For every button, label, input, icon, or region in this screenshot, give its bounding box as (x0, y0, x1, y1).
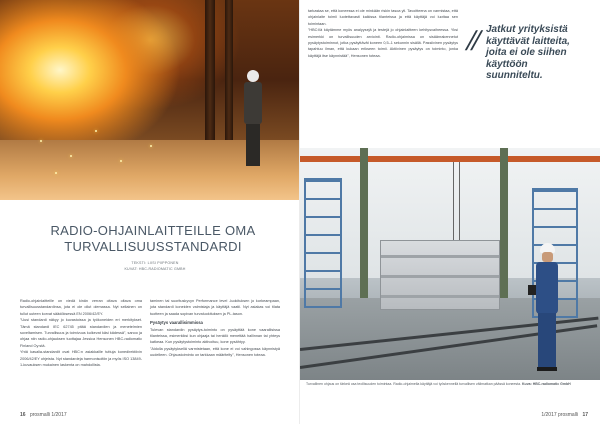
hall-pillar (500, 148, 508, 308)
furnace-band (381, 275, 499, 278)
furnace (380, 240, 500, 310)
article-credits (60, 261, 250, 272)
crane-rope (453, 162, 454, 242)
operator-face (542, 252, 553, 262)
spark (150, 145, 152, 147)
subheading: Pysäytys vaarallisimmissa (150, 320, 203, 326)
worker-body (244, 82, 262, 124)
paragraph: Tulevan standardin pysäytys-toiminto on pysäyttää kone vaarallisissa tilanteissa, esimerkiksi kun ohjaaja tai henkilö menettää hallinnan tai yhteys katkeaa. Kun pysäytystoiminto aktivoituu, kone pysähtyy. (150, 327, 280, 345)
spark (120, 160, 122, 162)
paragraph: Radio-ohjainlaitteille on viedä kinän verran oltava oltava oma turvallisuusstandardinsa, jota ei ole ollut olemassa. Nyt sellainen on tullut uuteen korvat säädöksessä EN 2006/42/EY. (20, 299, 142, 316)
footer-left (20, 412, 67, 418)
paragraph: taminen tai suorituskyvyn Performance level -luokituksen jo korkeampaan, jota standardi koneiden valmistaja ja käyttäjä vaatii. Nyt asiakas voi tilata tuotteen ja saada sopivan turvaluokituksen ja PL-tason. (150, 299, 280, 316)
caption-credit: Kuva: HBC-radiomatic GmbH (522, 382, 571, 386)
article-headline: RADIO-OHJAINLAITTEILLE OMA TURVALLISUUSSTANDARDI (50, 222, 256, 254)
issue-number: 1/2017 (541, 412, 557, 418)
paragraph: "Uusi standardi näkyy jo kuvastoissa ja työkoneiden eri merkitykset. Tämä standardi IEC 62745 pitää standardien ja menetelmien soveltamisen. Turvallisuus ja toimivuus kulkevat käsi kädessä", sanoo ja ohjaa niin radio-ohjauksen tuottajaa Jessica Hensonen HBC-radiomatic Finland Oy:stä. (20, 318, 142, 348)
body-column-right (308, 8, 458, 59)
page-number: 16 (20, 412, 26, 418)
radio-remote-icon (528, 285, 536, 295)
body-column-1 (20, 298, 142, 368)
credits-photo: KUVAT: HBC-RADIOMATIC GMBH (124, 266, 186, 271)
operator-body (536, 262, 558, 314)
factory-hall-photo (300, 148, 600, 380)
credits-text: TEKSTI: LIISI PIIPPONEN (131, 261, 179, 265)
pull-quote: Jatkut yrityksistä käyttävät laitteita, joita ei ole siihen käyttöön suunniteltu. (486, 24, 570, 81)
body-column-2 (150, 298, 280, 359)
foundry-photo (0, 0, 300, 200)
foundry-pillar (205, 0, 215, 150)
operator-legs (538, 313, 556, 369)
issue-number: 1/2017 (51, 412, 67, 418)
hall-pillar (360, 148, 368, 308)
spark (95, 130, 97, 132)
quote-mark-icon: // (463, 24, 482, 57)
footer-right (541, 412, 588, 418)
worker-figure (240, 70, 266, 170)
spark (55, 172, 57, 174)
spark (40, 140, 42, 142)
worker-helmet (247, 70, 259, 82)
spark (70, 155, 72, 157)
furnace-band (381, 255, 499, 258)
caption-text: Turvallinen ohjaus on tärkeä osa teollisuuden toimintaa. Radio-ohjaimella käyttäjä voi työskennellä turvallisen välimatkan päässä koneesta. (306, 382, 522, 386)
right-page (300, 0, 600, 424)
page-number: 17 (582, 412, 588, 418)
magazine-name: prosmalli (558, 412, 579, 418)
blue-scaffold (304, 178, 342, 308)
paragraph: Yhtä kasalia-standardit ovat HBC:n asiakkaille tuttuja konedirektiivin 2006/42/EY ohjeista. Nyt standardeja harmonisoitiin ja myös ISO 13849-1-kuvauksen mukainen laskenta on mahdollista. (20, 350, 142, 368)
foundry-pillar (225, 0, 233, 150)
crane-beam (300, 156, 600, 162)
operator-shoes (537, 367, 557, 371)
worker-legs (246, 124, 260, 166)
paragraph: "Aidolla pysäytyksellä varmistetaan, että kone ei voi vahingossa käynnistyä uudelleen. Ohjaustoiminto on tarkkaan määritelty", Hensonen toteaa. (150, 346, 280, 358)
crane-rope (459, 162, 460, 242)
magazine-name: prosmalli (29, 412, 50, 418)
paragraph: tarkastaa se, että koneessa ei ole minkään riskin tasoa yli. Tavoitteena on varmistaa, että ohjainlaite toimii luotettavasti kaikissa tilanteissa ja että käyttäjä voi luottaa sen toimintaan. (308, 9, 458, 26)
paragraph: "HBC:llä käytämme myös analyysejä ja testejä jo ohjainlaitteen kehitysvaiheessa. Yksi esimerkki on turvallisuuden arviointi. Radio-ohjaimissa on sisäänrakennetut pysäytystoiminnot, jotka pysäyttävät koneen 0,5–1 sekunnin sisällä. Passiivinen pysäytys tapahtuu ilman, että kukaan erikseen toimii. Aktiivinen pysäytys on toiminto, jonka käyttäjä itse käynnistää", Hensonen toteaa. (308, 28, 458, 58)
photo-caption (306, 382, 592, 387)
operator-figure (532, 243, 562, 373)
furnace-band (381, 295, 499, 298)
